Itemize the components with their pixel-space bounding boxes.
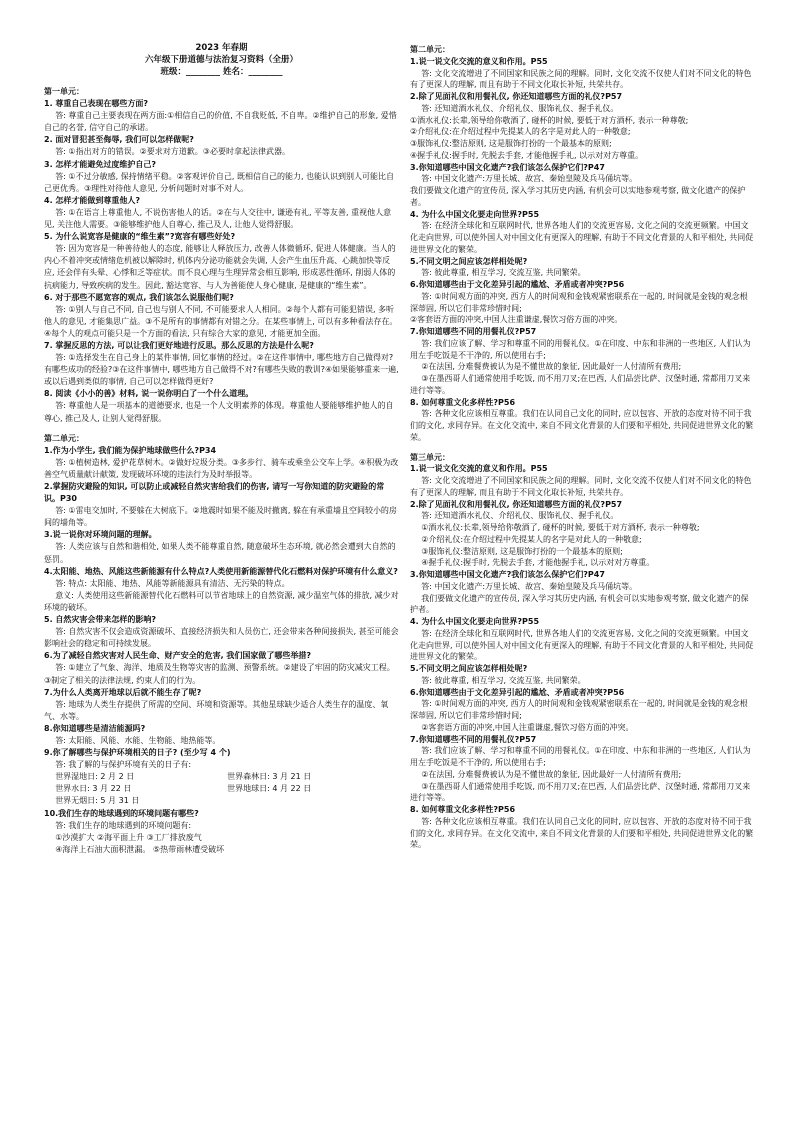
question: 5. 自然灾害会带来怎样的影响? bbox=[44, 615, 157, 625]
answer: 答: 我们生存的地球遇到的环境问题有: bbox=[55, 820, 192, 830]
right-content bbox=[410, 44, 755, 851]
answer: 答: ①选择发生在自己身上的某件事情, 回忆事情的经过。②在这件事情中, 哪些地方自己做得对?有哪些成功的经验?③在这件事情中, 哪些地方自己做得不对?有哪些失败的教训?④如果能够重来一遍, 或以后遇到类似的事情, 自己可以怎样做得更好? bbox=[44, 353, 399, 387]
term-title: 2023 年春期 bbox=[195, 43, 248, 53]
answer: ③服饰礼仪:整洁原则, 这是服饰打扮的一个最基本的原则; bbox=[421, 546, 623, 556]
question: 5. 为什么说宽容是健康的“维生素”?宽容有哪些好处? bbox=[44, 232, 236, 242]
question: 6. 对于那些不愿宽容的观点, 我们该怎么说服他们呢? bbox=[44, 292, 234, 302]
question: 6.你知道哪些由于文化差异引起的尴尬、矛盾或者冲突?P56 bbox=[410, 687, 625, 697]
question: 8.你知道哪些是清洁能源吗? bbox=[44, 723, 146, 733]
answer: 答: 人类应该与自然和谐相处, 如果人类不能尊重自然, 随意破坏生态环境, 就必然会遭到大自然的惩罚。 bbox=[44, 542, 396, 564]
answer: ④握手礼仪:握手时, 先脱去手套, 才能他握手礼, 以示对对方尊重。 bbox=[421, 558, 655, 568]
answer-line: 我们要做文化遗产的宣传员, 深入学习其历史内涵, 有机会可以实地参观考察, 做文化遗产的保护者。 bbox=[410, 186, 746, 207]
answer: 答: 太阳能、风能、水能、生物能、地热能等。 bbox=[55, 735, 221, 745]
answer: 答: 文化交流增进了不同国家和民族之间的理解。同时, 文化交流不仅使人们对不同文化的特色有了更深人的理解, 而且有助于不同文化取长补短, 共荣共存。 bbox=[410, 476, 752, 497]
right-column bbox=[410, 44, 755, 851]
answer: 答: 在经济全球化和互联网时代, 世界各地人们的交流更容易, 文化之间的交流更频繁。中国文化走向世界, 可以使外国人对中国文化有更深入的理解, 有助于不同文化背景的人和平相处, 共同促进世界文化的繁荣。 bbox=[410, 221, 754, 254]
answer: ②在法国, 分难餐费被认为是不懂世故的象征, 因此最好一人付清所有费用; bbox=[421, 362, 682, 372]
answer-line: ②客套语方面的冲突,中国人注重谦虚,餐饮习俗方面的冲突。 bbox=[410, 315, 623, 325]
answer: 答: 我了解的与保护环境有关的日子有: bbox=[55, 760, 192, 770]
question: 4. 怎样才能做到尊重他人? bbox=[44, 195, 141, 205]
date-pair-row bbox=[44, 783, 399, 795]
question: 4. 为什么中国文化要走向世界?P55 bbox=[410, 617, 540, 626]
question: 8. 如何尊重文化多样性?P56 bbox=[410, 805, 516, 814]
answer: ③在墨西哥人们通常使用手吃饭, 而不用刀叉;在巴西, 人们品尝比萨、汉堡时通, 常都用刀叉来进行等等。 bbox=[410, 781, 751, 803]
question: 3. 怎样才能避免过度维护自己? bbox=[44, 159, 157, 169]
question: 7.你知道哪些不同的用餐礼仪?P57 bbox=[410, 327, 537, 336]
answer: 我们要做文化遗产的宣传员, 深入学习其历史内涵, 有机会可以实地参观考察, 做文化遗产的保护者。 bbox=[410, 593, 749, 615]
answer: 答: ①不过分敏感, 保持情绪平稳。②客观评价自己, 既相信自己的能力, 也能认识到别人可能比自己更优秀。③理性对待他人意见, 分析问题时对事不对人。 bbox=[44, 171, 395, 193]
question: 1. 尊重自己表现在哪些方面? bbox=[44, 99, 149, 109]
date-pair-row bbox=[44, 771, 399, 783]
answer-line: ④握手礼仪:握手时, 先脱去手套, 才能他握手礼, 以示对对方尊重。 bbox=[410, 150, 644, 160]
question: 6.你知道哪些由于文化差异引起的尴尬、矛盾或者冲突?P56 bbox=[410, 280, 625, 289]
answer: 答: 因为宽容是一种善待他人的态度, 能够让人释放压力, 改善人体微循环, 促进人体健康。当人的内心不着冲突或情绪危机被以解除时, 机体内分泌功能就会失调, 人会产生血压升高、心跳加快等反应, 还会伴有头晕、心悸和乏等症状。而不良心理与生理异常会相互影响, 形成恶性循环, 削弱人体的抗病能力, 导致疾病的发生。因此, 豁达宽容、与人为善能使人身心健康, 是健康的“维生素”。 bbox=[44, 244, 396, 290]
answer: ②介绍礼仪:在介绍过程中先提某人的名字是对此人的一种敬意; bbox=[421, 534, 642, 544]
answer: 答: ①在语言上尊重他人, 不说伤害他人的话。②在与人交往中, 谦逊有礼, 平等友善, 重视他人意见, 关注他人需要。③能够维护他人自尊心, 推己及人, 让他人觉得舒服。 bbox=[44, 207, 392, 230]
answer-line: ②介绍礼仪:在介绍过程中先提某人的名字是对此人的一种敬意; bbox=[410, 127, 631, 137]
question: 2.掌握防灾避险的知识, 可以防止或减轻自然灾害给我们的伤害, 请写一写你知道的防灾避险的常识。P30 bbox=[44, 482, 385, 504]
question: 8. 阅读《小小的善》材料, 说一说你明白了一个什么道理。 bbox=[44, 389, 254, 399]
answer: ②在法国, 分难餐费被认为是不懂世故的象征, 因此最好一人付清所有费用; bbox=[421, 769, 682, 779]
date-item: 世界地球日: 4 月 22 日 bbox=[227, 784, 312, 794]
question: 6.为了减轻自然灾害对人民生命、财产安全的危害, 我们国家做了哪些举措? bbox=[44, 651, 312, 661]
question: 3.你知道哪些中国文化遗产?我们该怎么保护它们?P47 bbox=[410, 570, 605, 579]
document-header bbox=[44, 42, 399, 78]
answer: 答: 中国文化遗产:万里长城、故宫、秦始皇陵及兵马俑坑等。 bbox=[421, 581, 638, 591]
answer: 答: 文化交流增进了不同国家和民族之间的理解。同时, 文化交流不仅使人们对不同文化的特色有了更深人的理解, 而且有助于不同文化取长补短, 共荣共存。 bbox=[410, 68, 752, 90]
answer-line: 世界无烟日: 5 月 31 日 bbox=[55, 796, 140, 806]
question: 5.不同文明之间应该怎样相处呢? bbox=[410, 664, 528, 673]
answer: ②客套语方面的冲突,中国人注重谦虚,餐饮习俗方面的冲突。 bbox=[421, 722, 634, 732]
answer: ①酒水礼仪:长辈,领导给你敬酒了, 碰杯的时候, 要低于对方酒杯, 表示一种尊敬; bbox=[421, 523, 700, 532]
answer: 答: 尊重他人是一项基本的道德要求, 也是一个人文明素养的体现。尊重他人要能够维护他人的自尊心, 推己及人, 让别人觉得舒服。 bbox=[44, 401, 394, 423]
question: 7.你知道哪些不同的用餐礼仪?P57 bbox=[410, 734, 537, 744]
answer: 答: 各种文化应该相互尊重。我们在认同自己文化的同时, 应以包容、开放的态度对待不同于我们的文化, 求同存异。在文化交流中, 来自不同文化背景的人们要和平相处, 共同促进世界文化的繁荣。 bbox=[410, 409, 754, 442]
answer: ③在墨西哥人们通常使用手吃饭, 而不用刀叉;在巴西, 人们品尝比萨、汉堡时通, 常都用刀叉来进行等等。 bbox=[410, 374, 751, 395]
answer: 答: ①指出对方的错误。②要求对方道歉。③必要时拿起法律武器。 bbox=[55, 147, 290, 157]
answer: 答: 还知道酒水礼仪、介绍礼仪、服饰礼仪、握手礼仪。 bbox=[421, 103, 619, 113]
answer: 答: ①雷电交加时, 不要躲在大树底下。②地震时如果不能及时撤离, 躲在有承重墙且空间较小的房间的墙角等。 bbox=[44, 506, 397, 528]
question: 5.不同文明之间应该怎样相处呢? bbox=[410, 256, 528, 266]
question: 3.说一说你对环境问题的理解。 bbox=[44, 530, 157, 540]
answer-list-line: ①沙漠扩大 ②海平面上升 ③工厂排放废气 bbox=[55, 832, 202, 842]
answer: 答: ①植树造林, 爱护花草树木。②做好垃圾分类。③多步行、骑车或乘坐公交车上学。④积极为改善空气质量献计献策, 发现破坏环境的违法行为及时举报等。 bbox=[44, 457, 399, 479]
question: 2.除了见面礼仪和用餐礼仪, 你还知道哪些方面的礼仪?P57 bbox=[410, 92, 623, 101]
class-name-fields: 班级：________ 姓名：________ bbox=[160, 67, 283, 77]
question: 7.为什么人类离开地球以后就不能生存了呢? bbox=[44, 687, 202, 697]
question: 2.除了见面礼仪和用餐礼仪, 你还知道哪些方面的礼仪?P57 bbox=[410, 499, 623, 509]
question: 1.说一说文化交流的意义和作用。P55 bbox=[410, 56, 548, 66]
question: 10.我们生存的地球遇到的环境问题有哪些? bbox=[44, 808, 199, 818]
date-item: 世界森林日: 3 月 21 日 bbox=[227, 772, 312, 782]
question: 7. 掌握反思的方法, 可以让我们更好地进行反思。那么反思的方法是什么呢? bbox=[44, 340, 314, 350]
section-heading: 第三单元： bbox=[410, 452, 450, 462]
section-heading: 第二单元： bbox=[410, 45, 450, 54]
question: 1.说一说文化交流的意义和作用。P55 bbox=[410, 464, 548, 474]
answer: 答: 还知道酒水礼仪、介绍礼仪、服饰礼仪、握手礼仪。 bbox=[421, 511, 619, 521]
answer: 答: 在经济全球化和互联网时代, 世界各地人们的交流更容易, 文化之间的交流更频繁。中国文化走向世界, 可以使外国人对中国文化有更深入的理解, 有助于不同文化背景的人和平相处, 共同促进世界文化的繁荣。 bbox=[410, 628, 754, 662]
answer: 答: ①时间观方面的冲突, 西方人的时间观和金钱观紧密联系在一起的, 时间就是金钱的观念根深蒂固, 所以它们非常珍惜时间; bbox=[410, 699, 748, 720]
answer: 答: 彼此尊重, 相互学习, 交流互鉴, 共同繁荣。 bbox=[421, 675, 586, 685]
question: 4. 为什么中国文化要走向世界?P55 bbox=[410, 209, 540, 219]
question: 2. 面对冒犯甚至侮辱, 我们可以怎样做呢? bbox=[44, 135, 194, 145]
question: 8. 如何尊重文化多样性?P56 bbox=[410, 397, 516, 407]
answer: 答: ①别人与自己不同, 自己也与别人不同, 不可能要求人人相同。②每个人都有可能犯错误, 多听他人的意见, 才能集思广益。③不是所有的事情都有对错之分。在某些事情上, 可以有多种看法存在。④每个人的观点可能只是一个方面的看法, 只有综合大家的意见, 才能更加全面。 bbox=[44, 304, 398, 338]
answer-line: ③服饰礼仪:整洁原则, 这是服饰打扮的一个最基本的原则; bbox=[410, 139, 612, 148]
answer: 答: 我们应该了解、学习和尊重不同的用餐礼仪。①在印度、中东和非洲的一些地区, 人们认为用左手吃饭是不干净的, 所以使用右手; bbox=[410, 746, 751, 767]
answer: 答: 彼此尊重, 相互学习, 交流互鉴, 共同繁荣。 bbox=[421, 268, 586, 278]
date-item: 世界水日: 3 月 22 日 bbox=[55, 784, 132, 794]
section-heading: 第二单元： bbox=[44, 433, 84, 443]
answer: 答: 自然灾害不仅会造成资源破坏、直接经济损失和人员伤亡, 还会带来各种间接损失, 甚至可能会影响社会的稳定和可持续发展。 bbox=[44, 627, 399, 649]
left-content bbox=[44, 86, 399, 856]
answer: 答: 地球为人类生存提供了所需的空间、环境和资源等。其他星球缺少适合人类生存的温度、氧气、水等。 bbox=[44, 699, 389, 721]
answer: 答: 特点: 太阳能、地热、风能等新能源具有清洁、无污染的特点。 bbox=[55, 578, 290, 588]
section-heading: 第一单元： bbox=[44, 87, 84, 96]
question: 3.你知道哪些中国文化遗产?我们该怎么保护它们?P47 bbox=[410, 162, 605, 172]
document-title: 六年级下册道德与法治复习资料（全册） bbox=[144, 55, 298, 65]
answer: 答: 我们应该了解、学习和尊重不同的用餐礼仪。①在印度、中东和非洲的一些地区, 人们认为用左手吃饭是不干净的, 所以使用右手; bbox=[410, 338, 751, 360]
date-item: 世界湿地日: 2 月 2 日 bbox=[55, 772, 135, 782]
answer: 答: ①建立了气象、海洋、地质及生物等灾害的监测、预警系统。②建设了牢固的防灾减灾工程。③制定了相关的法律法规, 约束人们的行为。 bbox=[44, 663, 395, 685]
answer: 答: 各种文化应该相互尊重。我们在认同自己文化的同时, 应以包容、开放的态度对待不同于我们的文化, 求同存异。在文化交流中, 来自不同文化背景的人们要和平相处, 共同促进世界文化的繁荣。 bbox=[410, 816, 754, 850]
question: 1.作为小学生, 我们能为保护地球做些什么?P34 bbox=[44, 445, 217, 455]
answer-list-line: ④海洋上石油大面积泄漏。 ⑤热带雨林遭受破坏 bbox=[55, 844, 225, 854]
answer: 答: 中国文化遗产:万里长城、故宫、秦始皇陵及兵马俑坑等。 bbox=[421, 174, 638, 184]
left-column bbox=[44, 42, 399, 856]
question: 9.你了解哪些与保护环境相关的日子? (至少写 4 个) bbox=[44, 748, 231, 758]
question: 4.太阳能、地热、风能这些新能源有什么特点?人类使用新能源替代化石燃料对保护环境有什么意义? bbox=[44, 566, 398, 576]
answer: 答: 尊重自己主要表现在两方面:①相信自己的价值, 不自我贬低, 不自卑。②维护自己的形象, 爱惜自己的名誉, 信守自己的承诺。 bbox=[44, 111, 397, 133]
answer: 意义: 人类使用这些新能源替代化石燃料可以节省地球上的自然资源, 减少温室气体的排放, 减少对环境的破坏。 bbox=[44, 590, 399, 612]
answer: 答: ①时间观方面的冲突, 西方人的时间观和金钱观紧密联系在一起的, 时间就是金钱的观念根深蒂固, 所以它们非常珍惜时间; bbox=[410, 291, 748, 313]
answer-line: ①酒水礼仪:长辈,领导给你敬酒了, 碰杯的时候, 要低于对方酒杯, 表示一种尊敬; bbox=[410, 115, 689, 125]
